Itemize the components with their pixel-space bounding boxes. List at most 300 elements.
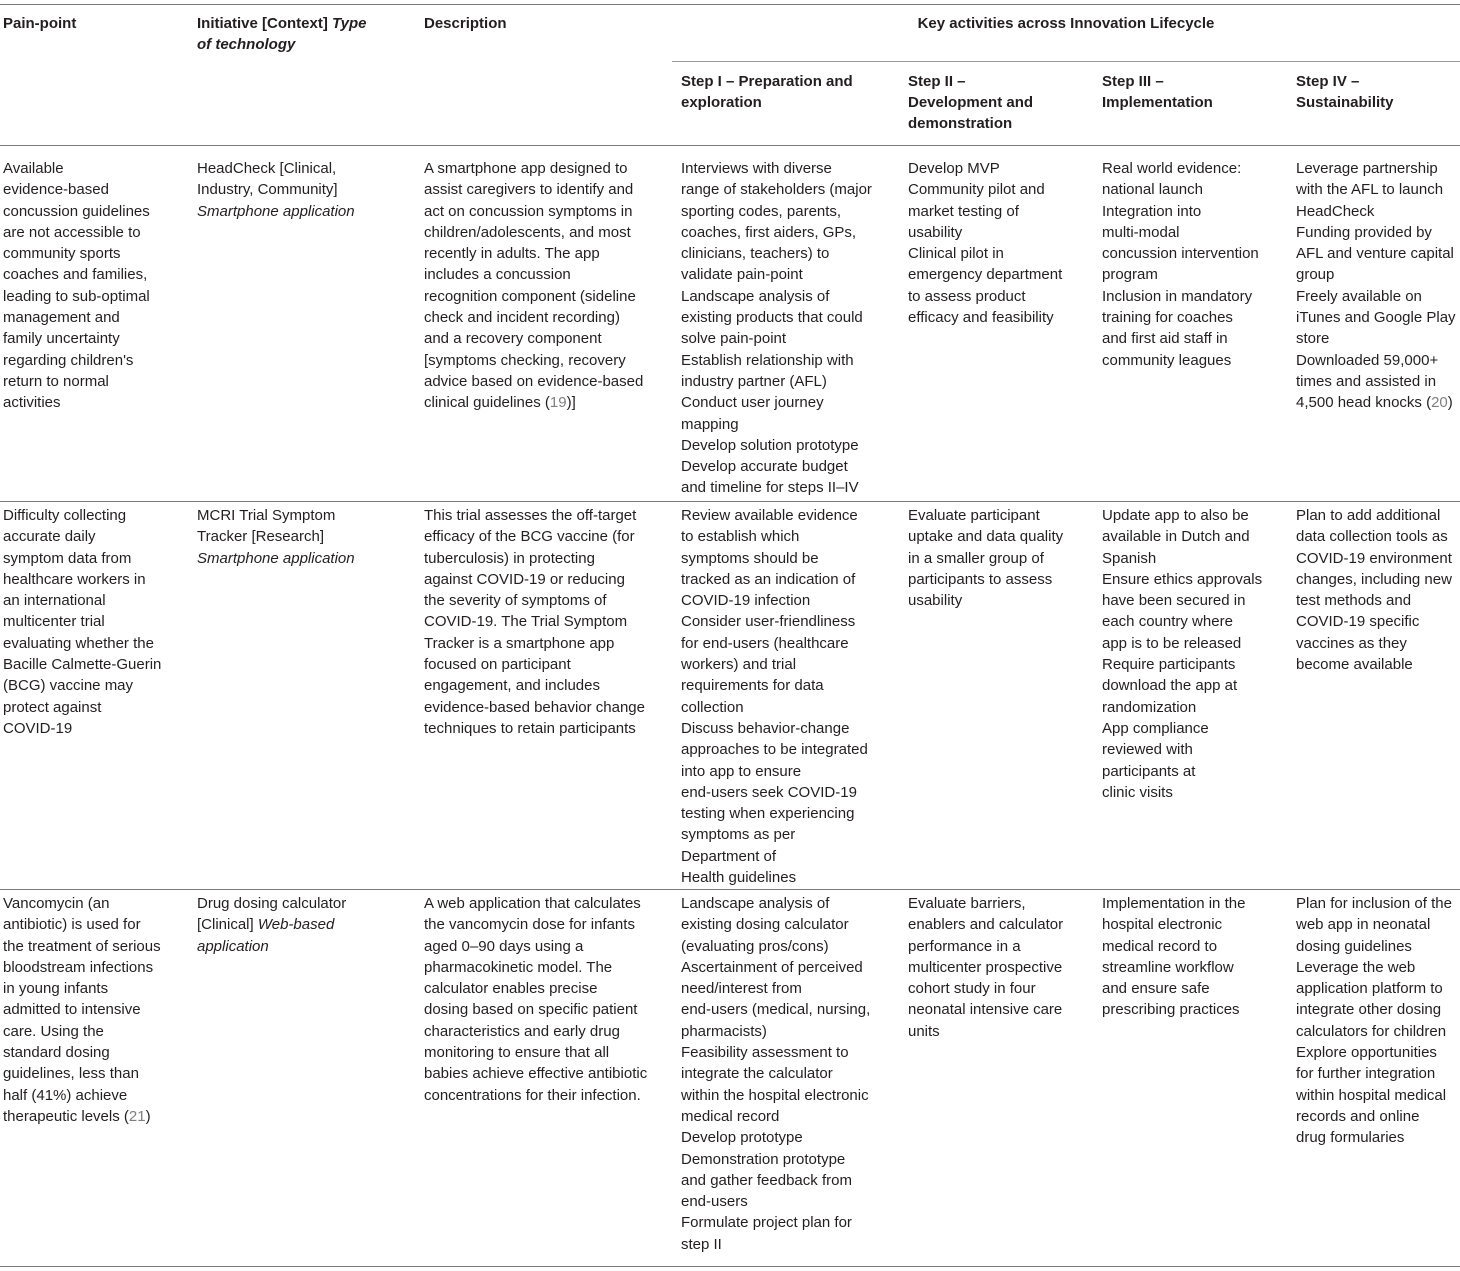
initiative-context-text: [Clinical] bbox=[197, 916, 258, 934]
step1-text: Conduct user journey bbox=[681, 394, 824, 412]
pain-point-line bbox=[3, 264, 150, 285]
description-line bbox=[424, 893, 647, 914]
step1-text: testing when experiencing bbox=[681, 805, 855, 823]
step1-text: Develop accurate budget bbox=[681, 458, 848, 476]
step1-line bbox=[681, 611, 868, 632]
step3-line bbox=[1102, 675, 1262, 696]
pain-point-text: therapeutic levels ( bbox=[3, 1107, 129, 1125]
description-text: includes a concussion bbox=[424, 266, 571, 284]
description-line bbox=[424, 654, 645, 675]
step3-line bbox=[1102, 718, 1262, 739]
step1-text: validate pain-point bbox=[681, 266, 803, 284]
description-text: A web application that calculates bbox=[424, 895, 641, 912]
table-top-rule bbox=[0, 4, 1460, 5]
description-text: concentrations for their infection. bbox=[424, 1086, 641, 1104]
technology-type: Web-based bbox=[257, 916, 335, 934]
initiative-name-line: HeadCheck [Clinical, bbox=[197, 160, 337, 177]
step3-line bbox=[1102, 222, 1259, 243]
step2-line bbox=[908, 243, 1062, 264]
initiative-context-line bbox=[197, 526, 355, 547]
step2-line bbox=[908, 590, 1063, 611]
pain-point-line bbox=[3, 1085, 161, 1106]
step1-text: integrate the calculator bbox=[681, 1065, 833, 1083]
step2-text: to assess product bbox=[908, 287, 1026, 305]
step1-line bbox=[681, 957, 870, 978]
step3-line bbox=[1102, 548, 1262, 569]
step1-text: Formulate project plan for bbox=[681, 1214, 852, 1232]
description-text: dosing based on specific patient bbox=[424, 1001, 638, 1019]
description-line bbox=[424, 328, 643, 349]
step4-text: Explore opportunities bbox=[1296, 1044, 1437, 1062]
description-text: techniques to retain participants bbox=[424, 719, 636, 737]
step2-line bbox=[908, 893, 1063, 914]
step4-line bbox=[1296, 633, 1452, 654]
step4-text: COVID-19 specific bbox=[1296, 613, 1420, 631]
step1-text: and timeline for steps II–IV bbox=[681, 479, 859, 497]
step2-line bbox=[908, 978, 1063, 999]
description-text: children/adolescents, and most bbox=[424, 223, 631, 241]
pain-point-text: family uncertainty bbox=[3, 330, 120, 348]
row-2-step-4 bbox=[1296, 505, 1452, 675]
row-3-step-1 bbox=[681, 893, 870, 1255]
step3-line bbox=[1102, 286, 1259, 307]
row-divider-2 bbox=[0, 889, 1460, 890]
description-text: Tracker is a smartphone app bbox=[424, 634, 615, 652]
step1-line bbox=[681, 1042, 870, 1063]
row-2-step-3 bbox=[1102, 505, 1262, 803]
pain-point-text: leading to sub-optimal bbox=[3, 287, 150, 305]
step1-text: requirements for data bbox=[681, 677, 824, 695]
pain-point-line bbox=[3, 569, 161, 590]
step2-text: uptake and data quality bbox=[908, 528, 1064, 546]
pain-point-text: regarding children's bbox=[3, 351, 134, 369]
step3-text: Update app to also be bbox=[1102, 507, 1249, 524]
row-2-pain-point bbox=[3, 505, 161, 739]
pain-point-text: (BCG) vaccine may bbox=[3, 677, 134, 695]
step1-text: sporting codes, parents, bbox=[681, 202, 842, 220]
step1-text: Feasibility assessment to bbox=[681, 1044, 849, 1062]
step1-line bbox=[681, 675, 868, 696]
description-text: This trial assesses the off-target bbox=[424, 507, 637, 524]
step4-text: Funding provided by bbox=[1296, 223, 1432, 241]
step3-line bbox=[1102, 526, 1262, 547]
step1-line bbox=[681, 782, 868, 803]
step4-line bbox=[1296, 222, 1456, 243]
step1-text: range of stakeholders (major bbox=[681, 181, 872, 199]
description-line bbox=[424, 243, 643, 264]
step4-line bbox=[1296, 392, 1456, 413]
step3-line bbox=[1102, 654, 1262, 675]
description-line bbox=[424, 718, 645, 739]
step2-line bbox=[908, 505, 1063, 526]
step4-text: within hospital medical bbox=[1296, 1086, 1447, 1104]
step3-line bbox=[1102, 761, 1262, 782]
step1-line bbox=[681, 222, 872, 243]
row-1-step-3 bbox=[1102, 158, 1259, 371]
step2-line bbox=[908, 286, 1062, 307]
step2-line bbox=[908, 548, 1063, 569]
step2-text: multicenter prospective bbox=[908, 958, 1063, 976]
description-text: act on concussion symptoms in bbox=[424, 202, 633, 220]
pain-point-line bbox=[3, 590, 161, 611]
row-1-pain-point bbox=[3, 158, 150, 414]
description-line bbox=[424, 505, 645, 526]
step4-line bbox=[1296, 286, 1456, 307]
step1-text: pharmacists) bbox=[681, 1022, 767, 1040]
step2-line bbox=[908, 158, 1062, 179]
step3-text: participants at bbox=[1102, 762, 1196, 780]
pain-point-line bbox=[3, 505, 161, 526]
step3-text: Spanish bbox=[1102, 549, 1157, 567]
row-divider-1 bbox=[0, 501, 1460, 502]
step2-text: units bbox=[908, 1022, 940, 1040]
pain-point-text: the treatment of serious bbox=[3, 937, 161, 955]
step4-line bbox=[1296, 328, 1456, 349]
reference-close: ) bbox=[1447, 394, 1453, 412]
step1-line bbox=[681, 1234, 870, 1255]
header-bottom-rule bbox=[0, 145, 1460, 146]
header-description: Description bbox=[424, 15, 507, 32]
step3-line bbox=[1102, 590, 1262, 611]
step4-line bbox=[1296, 893, 1452, 914]
pain-point-line bbox=[3, 307, 150, 328]
pain-point-line bbox=[3, 392, 150, 413]
description-text: check and incident recording) bbox=[424, 309, 620, 327]
description-text: focused on participant bbox=[424, 656, 571, 674]
description-line bbox=[424, 1085, 647, 1106]
row-3-step-2 bbox=[908, 893, 1063, 1042]
description-text: the severity of symptoms of bbox=[424, 592, 607, 610]
pain-point-line bbox=[3, 350, 150, 371]
row-3-pain-point bbox=[3, 893, 161, 1127]
step4-line bbox=[1296, 526, 1452, 547]
initiative-context-text: Industry, Community] bbox=[197, 181, 338, 199]
header-step-3: Step III – Implementation bbox=[1102, 73, 1213, 111]
step4-text: iTunes and Google Play bbox=[1296, 309, 1456, 327]
pain-point-text: evaluating whether the bbox=[3, 634, 154, 652]
step3-line bbox=[1102, 569, 1262, 590]
pain-point-line bbox=[3, 1021, 161, 1042]
step4-line bbox=[1296, 978, 1452, 999]
step4-line bbox=[1296, 1042, 1452, 1063]
description-line bbox=[424, 569, 645, 590]
step1-line bbox=[681, 654, 868, 675]
step1-line bbox=[681, 1021, 870, 1042]
step3-line bbox=[1102, 611, 1262, 632]
description-line bbox=[424, 957, 647, 978]
description-text: [symptoms checking, recovery bbox=[424, 351, 626, 369]
step4-line bbox=[1296, 371, 1456, 392]
step2-line bbox=[908, 526, 1063, 547]
pain-point-line bbox=[3, 654, 161, 675]
description-text: advice based on evidence-based bbox=[424, 372, 644, 390]
description-line bbox=[424, 286, 643, 307]
step3-text: Inclusion in mandatory bbox=[1102, 287, 1253, 305]
header-pain-point: Pain-point bbox=[3, 15, 77, 32]
step1-line bbox=[681, 179, 872, 200]
pain-point-line bbox=[3, 243, 150, 264]
description-line bbox=[424, 1042, 647, 1063]
description-text: assist caregivers to identify and bbox=[424, 181, 634, 199]
technology-type: Smartphone application bbox=[197, 549, 355, 567]
pain-point-line bbox=[3, 611, 161, 632]
step1-line bbox=[681, 526, 868, 547]
step3-line bbox=[1102, 505, 1262, 526]
step4-text: dosing guidelines bbox=[1296, 937, 1412, 955]
pain-point-text: coaches and families, bbox=[3, 266, 148, 284]
step4-text: records and online bbox=[1296, 1107, 1420, 1125]
description-line bbox=[424, 526, 645, 547]
step4-line bbox=[1296, 999, 1452, 1020]
step4-line bbox=[1296, 505, 1452, 526]
step2-text: participants to assess bbox=[908, 570, 1053, 588]
step1-text: COVID-19 infection bbox=[681, 592, 811, 610]
step3-line bbox=[1102, 978, 1245, 999]
pain-point-text: Vancomycin (an bbox=[3, 895, 110, 912]
step1-text: Health guidelines bbox=[681, 869, 797, 887]
step1-line bbox=[681, 999, 870, 1020]
step2-line bbox=[908, 914, 1063, 935]
pain-point-line bbox=[3, 936, 161, 957]
step4-text: Downloaded 59,000+ bbox=[1296, 351, 1439, 369]
pain-point-line bbox=[3, 179, 150, 200]
description-line bbox=[424, 392, 643, 413]
step4-text: web app in neonatal bbox=[1296, 916, 1431, 934]
step3-line bbox=[1102, 893, 1245, 914]
step4-text: with the AFL to launch bbox=[1296, 181, 1444, 199]
step1-line bbox=[681, 414, 872, 435]
step3-text: national launch bbox=[1102, 181, 1203, 199]
step4-text: application platform to bbox=[1296, 980, 1443, 998]
header-step-4: Step IV – Sustainability bbox=[1296, 73, 1394, 111]
step1-text: end-users (medical, nursing, bbox=[681, 1001, 871, 1019]
step4-text: times and assisted in bbox=[1296, 372, 1437, 390]
step1-text: solve pain-point bbox=[681, 330, 787, 348]
initiative-name-line: MCRI Trial Symptom bbox=[197, 507, 336, 524]
description-text: pharmacokinetic model. The bbox=[424, 958, 613, 976]
pain-point-line bbox=[3, 1063, 161, 1084]
step4-line bbox=[1296, 1085, 1452, 1106]
step1-text: into app to ensure bbox=[681, 762, 802, 780]
description-line bbox=[424, 914, 647, 935]
step1-text: tracked as an indication of bbox=[681, 570, 856, 588]
step2-text: Clinical pilot in bbox=[908, 245, 1004, 263]
pain-point-text: standard dosing bbox=[3, 1044, 110, 1062]
pain-point-line bbox=[3, 526, 161, 547]
pain-point-text: concussion guidelines bbox=[3, 202, 150, 220]
step4-text: Leverage partnership bbox=[1296, 160, 1438, 177]
step1-line bbox=[681, 456, 872, 477]
step4-text: Plan to add additional bbox=[1296, 507, 1441, 524]
step2-text: efficacy and feasibility bbox=[908, 309, 1054, 327]
step1-text: approaches to be integrated bbox=[681, 741, 868, 759]
description-line bbox=[424, 590, 645, 611]
step3-line bbox=[1102, 307, 1259, 328]
row-2-description bbox=[424, 505, 645, 739]
key-activities-rule bbox=[672, 61, 1460, 62]
step1-text: within the hospital electronic bbox=[681, 1086, 869, 1104]
step1-line bbox=[681, 243, 872, 264]
pain-point-text: protect against bbox=[3, 698, 102, 716]
step1-text: (evaluating pros/cons) bbox=[681, 937, 829, 955]
step1-line bbox=[681, 936, 870, 957]
step1-line bbox=[681, 569, 868, 590]
pain-point-line bbox=[3, 1106, 161, 1127]
step3-text: hospital electronic bbox=[1102, 916, 1223, 934]
step3-text: have been secured in bbox=[1102, 592, 1246, 610]
step1-line bbox=[681, 264, 872, 285]
step1-text: Landscape analysis of bbox=[681, 287, 830, 305]
pain-point-line bbox=[3, 222, 150, 243]
row-3-step-4 bbox=[1296, 893, 1452, 1149]
step4-line bbox=[1296, 350, 1456, 371]
step3-text: and ensure safe bbox=[1102, 980, 1210, 998]
pain-point-line bbox=[3, 286, 150, 307]
step4-line bbox=[1296, 1106, 1452, 1127]
reference-close: ) bbox=[145, 1107, 151, 1125]
step3-text: training for coaches bbox=[1102, 309, 1233, 327]
pain-point-line bbox=[3, 914, 161, 935]
description-text: calculator enables precise bbox=[424, 980, 598, 998]
description-line bbox=[424, 548, 645, 569]
step4-line bbox=[1296, 936, 1452, 957]
step1-line bbox=[681, 505, 868, 526]
step1-line bbox=[681, 590, 868, 611]
step3-line bbox=[1102, 633, 1262, 654]
description-text: monitoring to ensure that all bbox=[424, 1044, 610, 1062]
description-line bbox=[424, 611, 645, 632]
step1-line bbox=[681, 350, 872, 371]
step1-text: collection bbox=[681, 698, 744, 716]
pain-point-text: guidelines, less than bbox=[3, 1065, 139, 1083]
step4-text: become available bbox=[1296, 656, 1413, 674]
description-line bbox=[424, 264, 643, 285]
step3-text: available in Dutch and bbox=[1102, 528, 1250, 546]
step1-text: symptoms should be bbox=[681, 549, 819, 567]
pain-point-line bbox=[3, 893, 161, 914]
description-line bbox=[424, 201, 643, 222]
description-line bbox=[424, 1021, 647, 1042]
step1-text: need/interest from bbox=[681, 980, 802, 998]
step4-text: group bbox=[1296, 266, 1335, 284]
step1-text: Review available evidence bbox=[681, 507, 858, 524]
header-step-1: Step I – Preparation and exploration bbox=[681, 73, 853, 111]
step3-line bbox=[1102, 957, 1245, 978]
pain-point-text: community sports bbox=[3, 245, 121, 263]
step4-line bbox=[1296, 590, 1452, 611]
step1-line bbox=[681, 286, 872, 307]
pain-point-text: multicenter trial bbox=[3, 613, 105, 631]
pain-point-line bbox=[3, 978, 161, 999]
description-text: tuberculosis) in protecting bbox=[424, 549, 595, 567]
description-line bbox=[424, 1063, 647, 1084]
step4-text: test methods and bbox=[1296, 592, 1412, 610]
step2-text: performance in a bbox=[908, 937, 1021, 955]
pain-point-text: return to normal bbox=[3, 372, 109, 390]
step1-line bbox=[681, 371, 872, 392]
pain-point-text: management and bbox=[3, 309, 120, 327]
step3-text: community leagues bbox=[1102, 351, 1232, 369]
step1-text: end-users seek COVID-19 bbox=[681, 783, 857, 801]
step3-line bbox=[1102, 328, 1259, 349]
initiative-context-line bbox=[197, 914, 346, 935]
step1-line bbox=[681, 1170, 870, 1191]
step1-text: existing dosing calculator bbox=[681, 916, 849, 934]
step1-line bbox=[681, 739, 868, 760]
step1-text: coaches, first aiders, GPs, bbox=[681, 223, 857, 241]
step2-line bbox=[908, 179, 1062, 200]
step1-line bbox=[681, 633, 868, 654]
step2-line bbox=[908, 957, 1063, 978]
pain-point-text: COVID-19 bbox=[3, 719, 73, 737]
description-text: babies achieve effective antibiotic bbox=[424, 1065, 648, 1083]
row-3-description bbox=[424, 893, 647, 1106]
step4-line bbox=[1296, 569, 1452, 590]
description-text: COVID-19. The Trial Symptom bbox=[424, 613, 628, 631]
step4-line bbox=[1296, 548, 1452, 569]
pain-point-text: half (41%) achieve bbox=[3, 1086, 128, 1104]
step2-line bbox=[908, 569, 1063, 590]
description-text: against COVID-19 or reducing bbox=[424, 570, 625, 588]
step4-text: store bbox=[1296, 330, 1330, 348]
step3-text: clinic visits bbox=[1102, 783, 1173, 801]
step1-line bbox=[681, 1191, 870, 1212]
row-3-step-3 bbox=[1102, 893, 1245, 1021]
step1-line bbox=[681, 867, 868, 888]
step1-text: existing products that could bbox=[681, 309, 863, 327]
step4-line bbox=[1296, 1127, 1452, 1148]
pain-point-text: Bacille Calmette-Guerin bbox=[3, 656, 162, 674]
step4-text: Plan for inclusion of the bbox=[1296, 895, 1452, 912]
step4-text: changes, including new bbox=[1296, 570, 1452, 588]
initiative-context-line bbox=[197, 179, 355, 200]
step3-text: and first aid staff in bbox=[1102, 330, 1228, 348]
step2-text: Evaluate participant bbox=[908, 507, 1040, 524]
step4-line bbox=[1296, 914, 1452, 935]
step1-line bbox=[681, 328, 872, 349]
pain-point-text: Available bbox=[3, 160, 64, 177]
step1-line bbox=[681, 846, 868, 867]
step1-text: end-users bbox=[681, 1193, 748, 1211]
description-text: A smartphone app designed to bbox=[424, 160, 628, 177]
step2-line bbox=[908, 264, 1062, 285]
step2-line bbox=[908, 999, 1063, 1020]
reference-link: 21 bbox=[128, 1107, 146, 1125]
step1-line bbox=[681, 718, 868, 739]
step3-text: Real world evidence: bbox=[1102, 160, 1242, 177]
step4-text: drug formularies bbox=[1296, 1129, 1405, 1147]
step2-text: Evaluate barriers, bbox=[908, 895, 1026, 912]
technology-type-cont: application bbox=[197, 937, 269, 955]
table-bottom-rule bbox=[0, 1266, 1460, 1267]
description-text: and a recovery component bbox=[424, 330, 602, 348]
step4-line bbox=[1296, 1021, 1452, 1042]
step2-text: Develop MVP bbox=[908, 160, 1000, 177]
step4-text: 4,500 head knocks ( bbox=[1296, 394, 1432, 412]
step2-text: usability bbox=[908, 223, 963, 241]
pain-point-line bbox=[3, 371, 150, 392]
pain-point-line bbox=[3, 158, 150, 179]
header-step-2: Step II – Development and demonstration bbox=[908, 73, 1034, 132]
pain-point-line bbox=[3, 328, 150, 349]
step4-line bbox=[1296, 264, 1456, 285]
step1-line bbox=[681, 1127, 870, 1148]
step3-line bbox=[1102, 914, 1245, 935]
initiative-context-text: Tracker [Research] bbox=[197, 528, 324, 546]
row-2-step-2 bbox=[908, 505, 1063, 611]
step1-text: clinicians, teachers) to bbox=[681, 245, 830, 263]
description-text: aged 0–90 days using a bbox=[424, 937, 584, 955]
